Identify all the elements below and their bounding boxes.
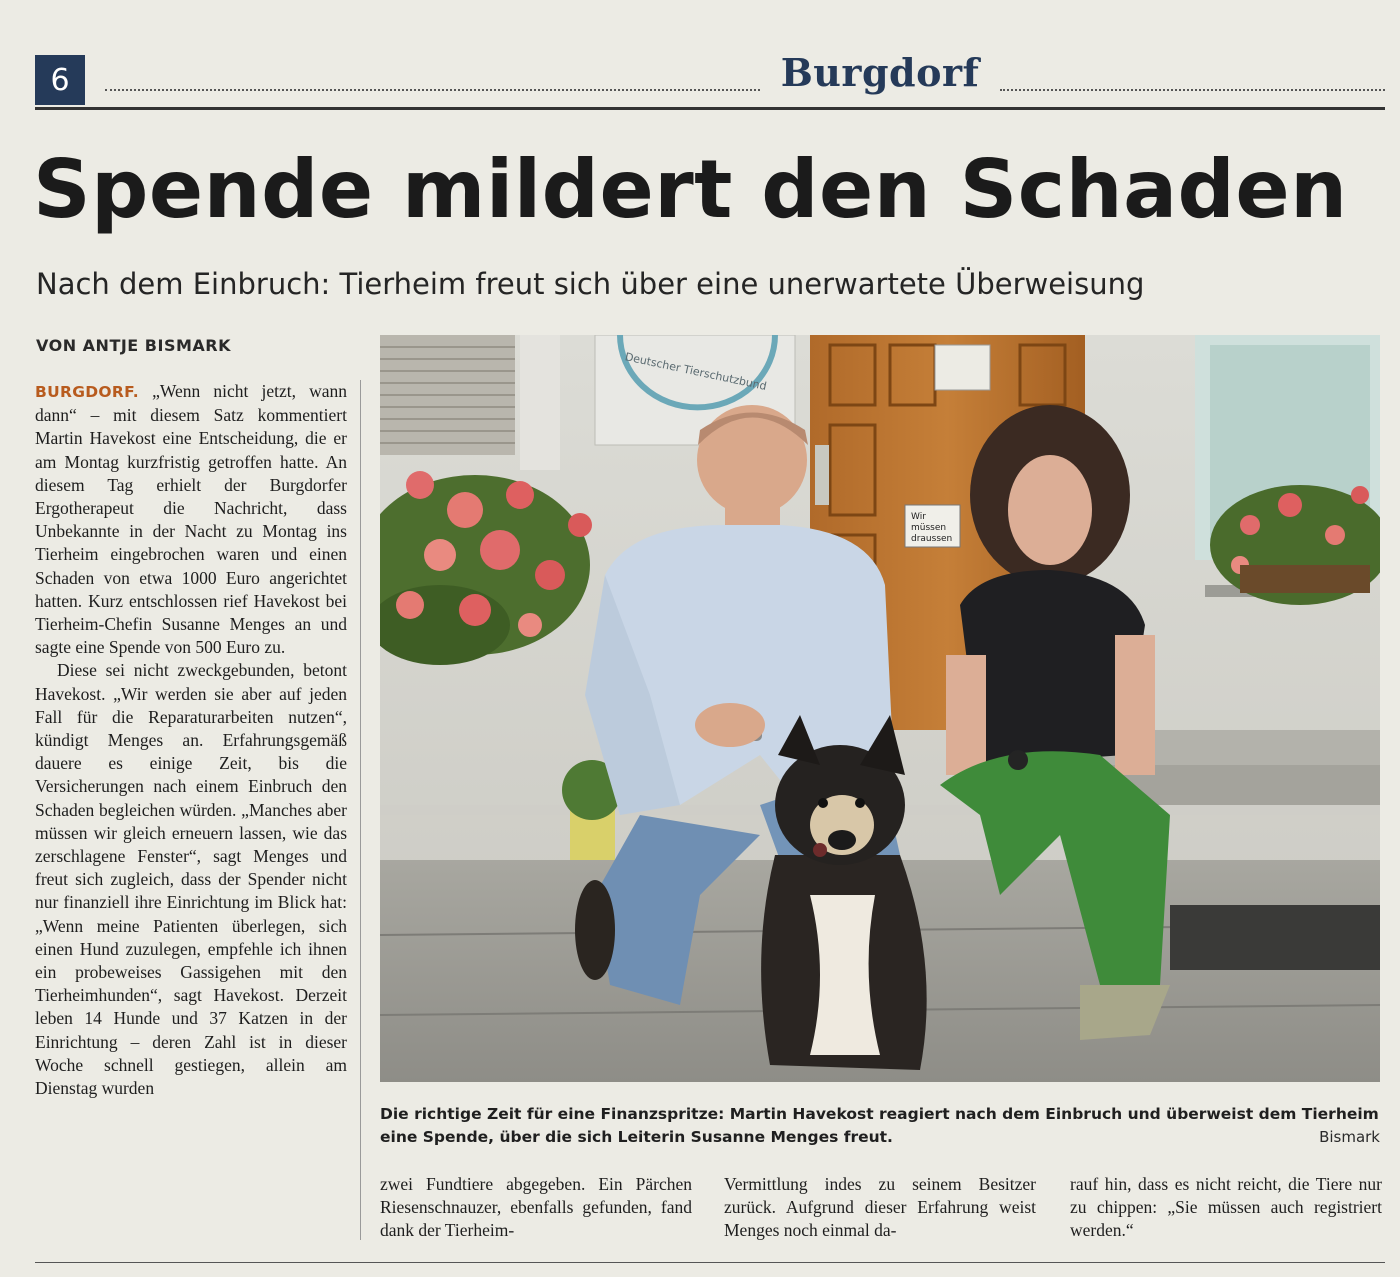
sign-text: Deutscher Tierschutzbund (623, 350, 768, 393)
dateline: BURGDORF. (35, 383, 139, 401)
door-sign-line: draussen (911, 534, 953, 544)
paragraph-text: „Wenn nicht jetzt, wann dann“ – mit diesem Satz kommentiert Martin Havekost eine Entscheidung, die er am Montag kurzfristig getroffen hatte. An diesem Tag erhielt der Burgdorfer Ergotherapeut die Nachricht, dass Unbekannte in der Nacht zu Montag ins Tierheim eingebrochen waren und einen Schaden von etwa 1000 Euro angerichtet hatten. Kurz entschlossen rief Havekost bei Tierheim-Chefin Susanne Menges an und sagte eine Spende von 500 Euro zu. (35, 381, 348, 658)
woman-watch-icon (1008, 750, 1028, 770)
article-column-continuation (724, 1173, 1036, 1243)
article-paragraph: Vermittlung indes zu seinem Besitzer zurück. Aufgrund dieser Erfahrung weist Menges noch einmal da- (724, 1174, 1036, 1241)
article-paragraph (35, 380, 347, 659)
article-column-continuation (380, 1173, 692, 1243)
header-dotted-rule-left (105, 89, 760, 91)
byline: VON ANTJE BISMARK (36, 336, 231, 355)
door-notice (935, 345, 990, 390)
article-paragraph: zwei Fundtiere abgegeben. Ein Pärchen Riesenschnauzer, ebenfalls gefunden, fand dank der Tierheim- (380, 1174, 692, 1241)
subheadline: Nach dem Einbruch: Tierheim freut sich über eine unerwartete Überweisung (36, 267, 1145, 301)
section-title: Burgdorf (780, 50, 980, 95)
header-rule (35, 107, 1385, 110)
photo-caption (380, 1103, 1380, 1149)
photo-caption-text: Die richtige Zeit für eine Finanzspritze: Martin Havekost reagiert nach dem Einbruch und überweist dem Tierheim eine Spende, über die sich Leiterin Susanne Menges freut. (380, 1105, 1379, 1146)
article-photo (380, 335, 1380, 1082)
page-number: 6 (35, 55, 85, 105)
article-column-left (35, 380, 347, 1100)
photo-credit: Bismark (1319, 1128, 1380, 1146)
header-dotted-rule-right (1000, 89, 1385, 91)
door-sign-line: Wir (911, 512, 926, 522)
dog-tag-icon (813, 843, 827, 857)
headline: Spende mildert den Schaden (33, 143, 1348, 236)
article-column-continuation (1070, 1173, 1382, 1243)
door-handle (815, 445, 829, 505)
column-divider (360, 380, 361, 1240)
article-paragraph: rauf hin, dass es nicht reicht, die Tiere nur zu chippen: „Sie müssen auch registriert werden.“ (1070, 1174, 1382, 1241)
door-mat (1170, 905, 1380, 970)
article-paragraph: Diese sei nicht zweckgebunden, betont Havekost. „Wir werden sie aber auf jeden Fall für die Reparaturarbeiten nutzen“, kündigt Menges an. Erfahrungsgemäß dauere es einige Zeit, bis die Versicherungen nach einem Einbruch den Schaden begleichen würden. „Manches aber müssen wir gleich erneuern lassen, wie das zerschlagene Fenster“, sagt Menges und freut sich zugleich, dass der Spender nicht nur finanziell ihre Einrichtung im Blick hat: „Wenn meine Patienten überlegen, sich einen Hund zuzulegen, empfehle ich ihnen ein probeweises Gassigehen mit den Tierheimhunden“, sagt Havekost. Derzeit leben 14 Hunde und 37 Katzen in der Einrichtung – deren Zahl ist in dieser Woche schnell gestiegen, allein am Dienstag wurden (35, 660, 347, 1099)
footer-rule (35, 1262, 1385, 1263)
door-sign-line: müssen (911, 523, 947, 533)
